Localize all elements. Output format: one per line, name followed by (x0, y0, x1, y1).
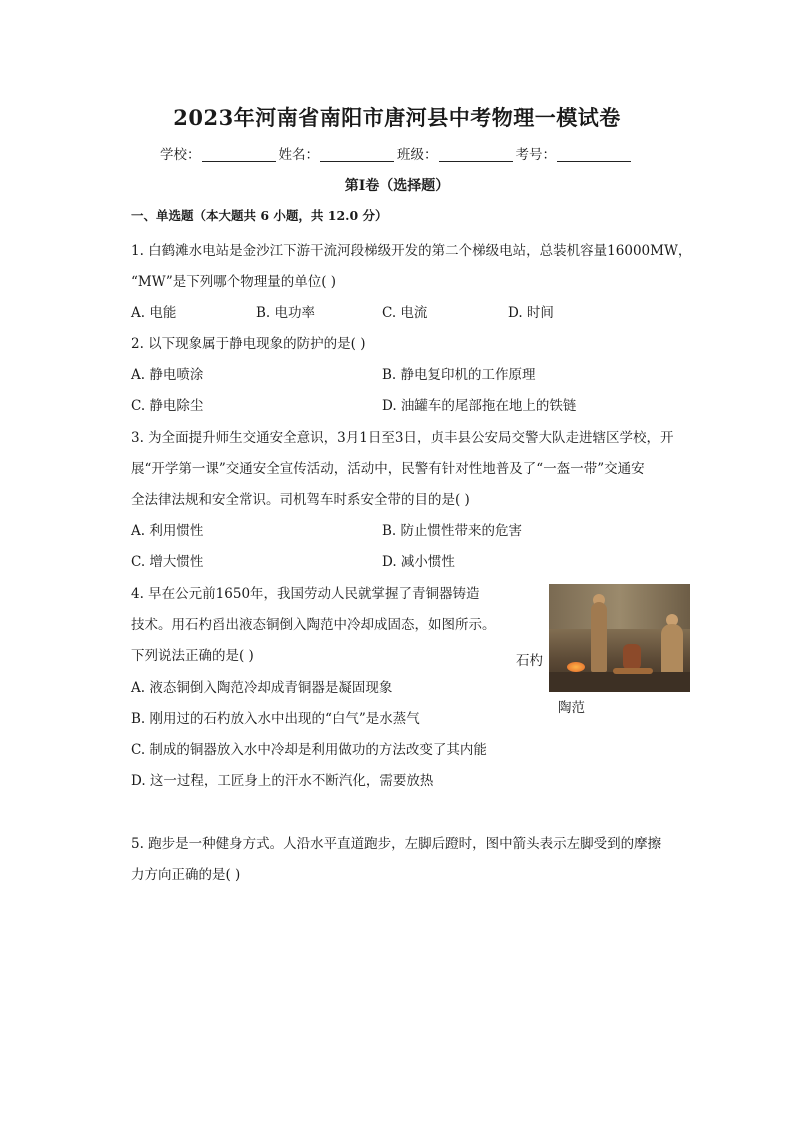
q1-option-b[interactable]: B. 电功率 (256, 305, 316, 321)
q3-stem-line3: 全法律法规和安全常识。司机驾车时系安全带的目的是( ) (131, 492, 470, 508)
school-blank[interactable] (202, 148, 276, 162)
q1-option-c[interactable]: C. 电流 (382, 305, 428, 321)
student-info-row (0, 143, 794, 163)
q5-stem-line1: 5. 跑步是一种健身方式。人沿水平直道跑步，左脚后蹬时，图中箭头表示左脚受到的摩擦 (131, 836, 662, 852)
q4-option-a[interactable]: A. 液态铜倒入陶范冷却成青铜器是凝固现象 (131, 680, 393, 696)
exam-no-label: 考号： (515, 147, 556, 163)
q4-stem-line1: 4. 早在公元前1650年，我国劳动人民就掌握了青铜器铸造 (131, 586, 480, 602)
volume-heading: 第I卷（选择题） (344, 178, 450, 194)
name-blank[interactable] (320, 148, 394, 162)
q2-stem: 2. 以下现象属于静电现象的防护的是( ) (131, 336, 366, 352)
q3-option-c[interactable]: C. 增大惯性 (131, 554, 204, 570)
q1-option-a[interactable]: A. 电能 (131, 305, 177, 321)
q2-option-b[interactable]: B. 静电复印机的工作原理 (382, 367, 536, 383)
exam-no-blank[interactable] (557, 148, 631, 162)
label-fan: 陶范 (558, 700, 585, 716)
class-label: 班级： (397, 147, 438, 163)
section-heading: 一、单选题（本大题共 6 小题，共 12.0 分） (131, 208, 388, 223)
q3-option-d[interactable]: D. 减小惯性 (382, 554, 455, 570)
exam-title: 2023年河南省南阳市唐河县中考物理一模试卷 (173, 105, 621, 130)
q4-stem-line2: 技术。用石杓舀出液态铜倒入陶范中冷却成固态，如图所示。 (131, 617, 496, 633)
name-label: 姓名： (278, 147, 319, 163)
q4-option-b[interactable]: B. 刚用过的石杓放入水中出现的“白气”是水蒸气 (131, 711, 420, 727)
school-label: 学校： (160, 147, 201, 163)
q2-option-a[interactable]: A. 静电喷涂 (131, 367, 204, 383)
bronze-casting-photo (549, 584, 690, 692)
q2-option-c[interactable]: C. 静电除尘 (131, 398, 204, 414)
q4-option-c[interactable]: C. 制成的铜器放入水中冷却是利用做功的方法改变了其内能 (131, 742, 487, 758)
class-blank[interactable] (439, 148, 513, 162)
q4-stem-line3: 下列说法正确的是( ) (131, 648, 254, 664)
q4-option-d[interactable]: D. 这一过程，工匠身上的汗水不断汽化，需要放热 (131, 773, 434, 789)
q3-stem-line2: 展“开学第一课”交通安全宣传活动，活动中，民警有针对性地普及了“一盔一带”交通安 (131, 461, 645, 477)
label-shao: 石杓 (516, 653, 543, 669)
q1-stem-line1: 1. 白鹤滩水电站是金沙江下游干流河段梯级开发的第二个梯级电站，总装机容量16000MW， (131, 243, 692, 259)
q3-option-b[interactable]: B. 防止惯性带来的危害 (382, 523, 523, 539)
q1-stem-line2: “MW”是下列哪个物理量的单位( ) (131, 274, 337, 290)
q3-option-a[interactable]: A. 利用惯性 (131, 523, 204, 539)
q3-stem-line1: 3. 为全面提升师生交通安全意识，3月1日至3日，贞丰县公安局交警大队走进辖区学校，开 (131, 430, 674, 446)
q5-stem-line2: 力方向正确的是( ) (131, 867, 241, 883)
q2-option-d[interactable]: D. 油罐车的尾部拖在地上的铁链 (382, 398, 577, 414)
q1-option-d[interactable]: D. 时间 (508, 305, 554, 321)
